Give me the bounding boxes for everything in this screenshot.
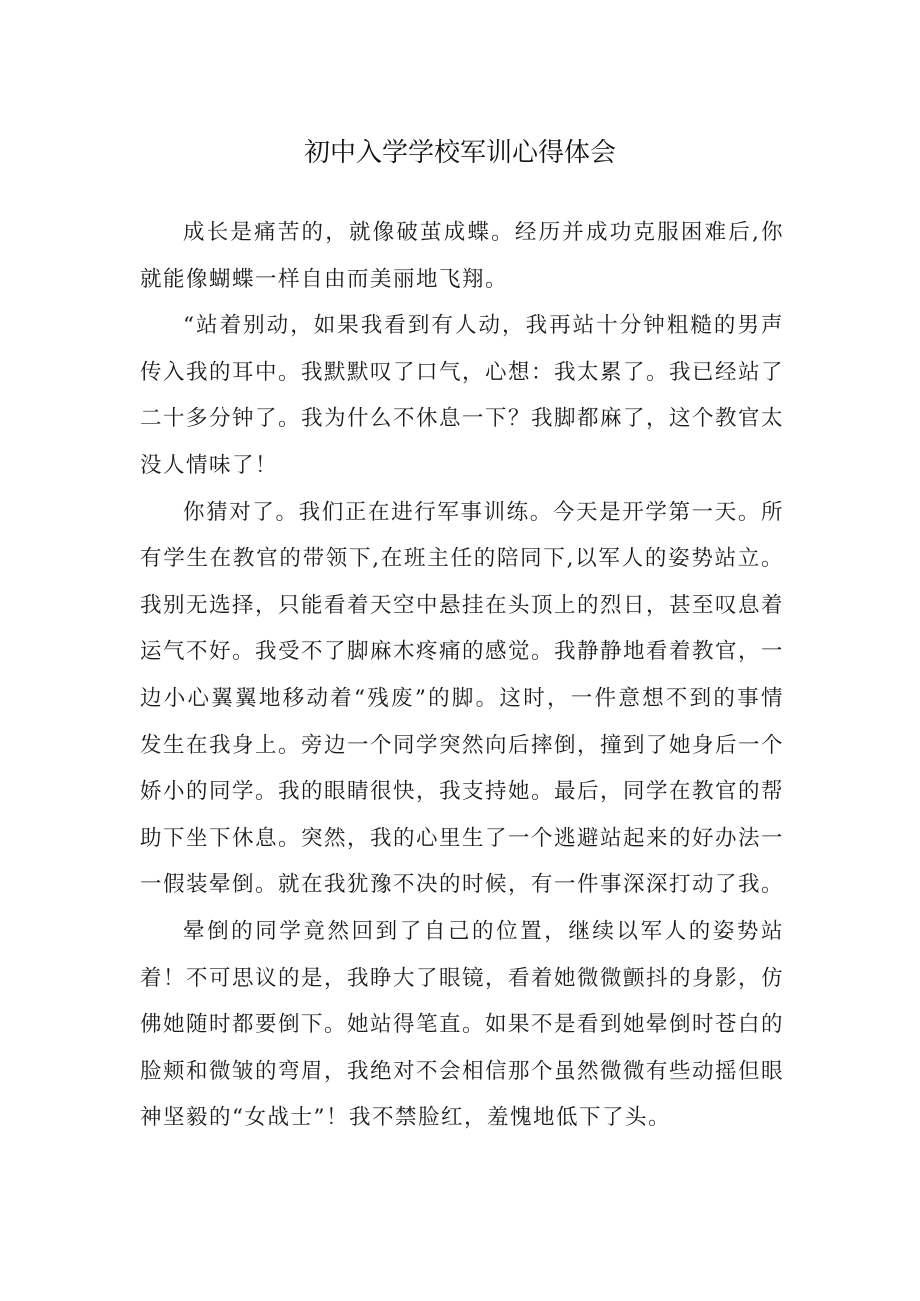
document-title: 初中入学学校军训心得体会	[303, 138, 616, 169]
paragraph-2: “站着别动，如果我看到有人动，我再站十分钟粗糙的男声传入我的耳中。我默默叹了口气，心想：我太累了。我已经站了二十多分钟了。我为什么不休息一下？我脚都麻了，这个教官太没人情味了！	[140, 313, 785, 478]
paragraph-4: 晕倒的同学竟然回到了自己的位置，继续以军人的姿势站着！不可思议的是，我睁大了眼镜，看着她微微颤抖的身影，仿佛她随时都要倒下。她站得笔直。如果不是看到她晕倒时苍白的脸颊和微皱的弯眉，我绝对不会相信那个虽然微微有些动摇但眼神坚毅的“女战士”！我不禁脸红，羞愧地低下了头。	[140, 918, 785, 1131]
document-body	[140, 210, 784, 1142]
paragraph-1: 成长是痛苦的，就像破茧成蝶。经历并成功克服困难后,你就能像蝴蝶一样自由而美丽地飞翔。	[140, 220, 784, 292]
paragraph-3: 你猜对了。我们正在进行军事训练。今天是开学第一天。所有学生在教官的带领下,在班主任的陪同下,以军人的姿势站立。我别无选择，只能看着天空中悬挂在头顶上的烈日，甚至叹息着运气不好。我受不了脚麻木疼痛的感觉。我静静地看着教官，一边小心翼翼地移动着“残废”的脚。这时，一件意想不到的事情发生在我身上。旁边一个同学突然向后摔倒，撞到了她身后一个娇小的同学。我的眼睛很快，我支持她。最后，同学在教官的帮助下坐下休息。突然，我的心里生了一个逃避站起来的好办法一一假装晕倒。就在我犹豫不决的时候，有一件事深深打动了我。	[140, 499, 785, 898]
